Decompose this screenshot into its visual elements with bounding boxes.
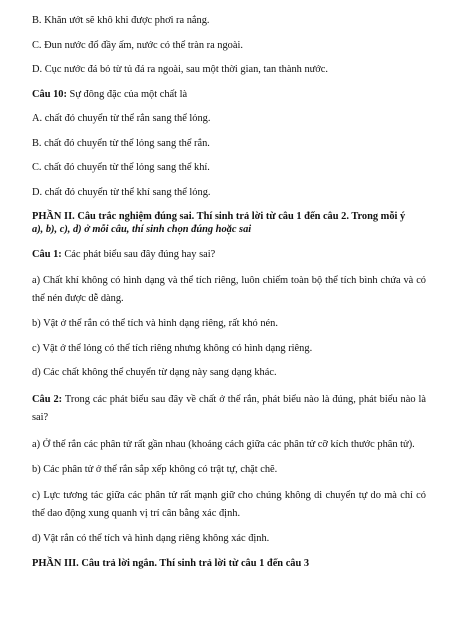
part2-heading-text: PHẦN II. Câu trắc nghiệm đúng sai. Thí sinh trả lời từ câu 1 đến câu 2. Trong mỗi ý xyxy=(32,211,406,222)
part2-heading-italic: a), b), c), d) ở mỗi câu, thí sinh chọn đúng hoặc sai xyxy=(32,224,252,235)
p2-q2-statement-a: a) Ở thể rắn các phân tử rất gần nhau (khoảng cách giữa các phân tử cỡ kích thước phân tử). xyxy=(32,438,415,450)
p2-q1-statement-a: a) Chất khí không có hình dạng và thể tích riêng, luôn chiếm toàn bộ thể tích bình chứa và có thể nén được dễ dàng. xyxy=(32,275,426,304)
p2-q2-text: Trong các phát biểu sau đây về chất ở thể rắn, phát biểu nào là đúng, phát biểu nào là sai? xyxy=(32,393,426,423)
q10-option-a: A. chất đó chuyển từ thể rắn sang thể lỏng. xyxy=(32,113,211,124)
q10-option-d: D. chất đó chuyển từ thể khí sang thể lỏng. xyxy=(32,186,211,198)
p2-q2-statement-b: b) Các phân tử ở thể rắn sắp xếp không có trật tự, chặt chẽ. xyxy=(32,463,278,475)
p2-q2-label: Câu 2: xyxy=(32,393,63,405)
q10-option-b: B. chất đó chuyển từ thể lỏng sang thể rắn. xyxy=(32,137,210,149)
p2-q1-text: Các phát biểu sau đây đúng hay sai? xyxy=(61,248,216,260)
document-page xyxy=(32,14,426,581)
p2-q1-statement-d: d) Các chất không thể chuyển từ dạng này sang dạng khác. xyxy=(32,367,277,378)
p2-q1-question xyxy=(32,248,426,261)
q10-label: Câu 10: xyxy=(32,88,67,100)
p2-q1-label: Câu 1: xyxy=(32,248,62,260)
p2-q2-statement-c: c) Lực tương tác giữa các phân tử rất mạnh giữ cho chúng không di chuyển tự do mà chỉ có thể dao động xung quanh vị trí cân bằng xác định. xyxy=(32,490,426,519)
p2-q2-statement-d: d) Vật rắn có thể tích và hình dạng riêng không xác định. xyxy=(32,533,270,544)
q9-option-c: C. Đun nước đổ đầy ấm, nước có thể tràn ra ngoài. xyxy=(32,39,243,51)
q10-option-c: C. chất đó chuyển từ thể lỏng sang thể khí. xyxy=(32,162,210,173)
part2-heading xyxy=(32,210,426,223)
p2-q1-statement-b: b) Vật ở thể rắn có thể tích và hình dạng riêng, rất khó nén. xyxy=(32,318,278,329)
p2-q1-statement-c: c) Vật ở thể lỏng có thể tích riêng nhưng không có hình dạng riêng. xyxy=(32,342,313,354)
p2-q2-question xyxy=(32,391,426,427)
q10-text: Sự đông đặc của một chất là xyxy=(66,88,188,100)
q10-question xyxy=(32,88,426,101)
q9-option-b: B. Khăn ướt sẽ khô khi được phơi ra nắng. xyxy=(32,15,210,26)
q9-option-d: D. Cục nước đá bỏ từ tủ đá ra ngoài, sau một thời gian, tan thành nước. xyxy=(32,64,328,75)
part2-heading-line2 xyxy=(32,223,426,236)
part3-heading: PHẦN III. Câu trả lời ngắn. Thí sinh trả lời từ câu 1 đến câu 3 xyxy=(32,557,310,569)
